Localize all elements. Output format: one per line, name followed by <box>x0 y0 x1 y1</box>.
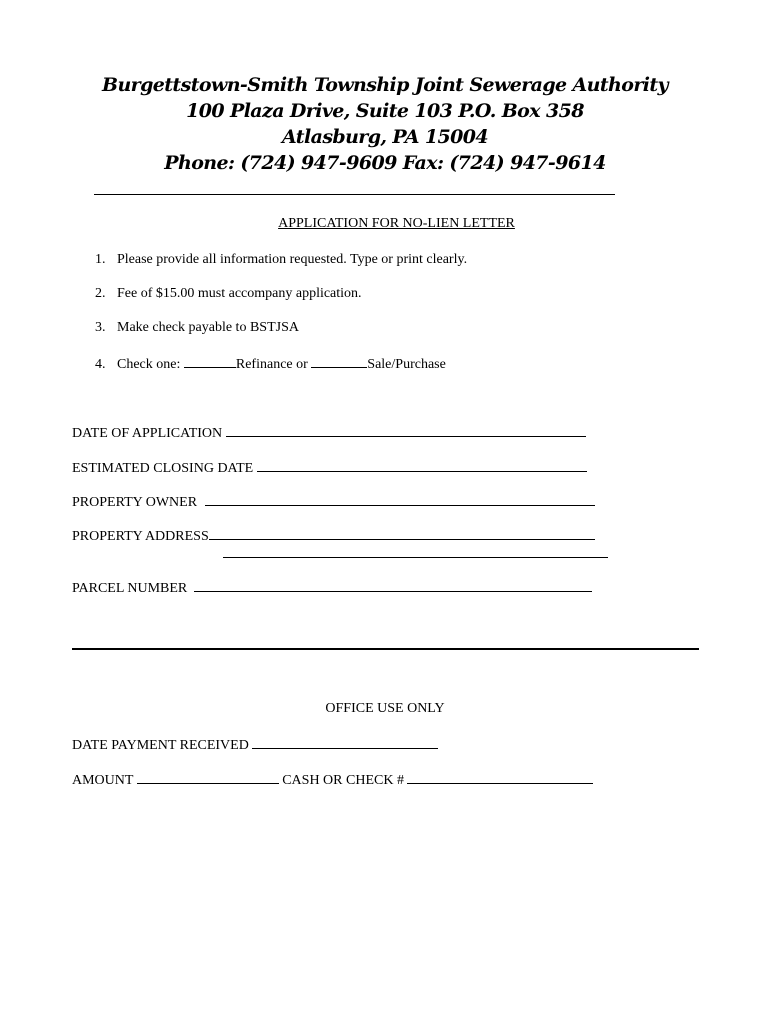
authority-street: 100 Plaza Drive, Suite 103 P.O. Box 358 <box>186 100 584 122</box>
property-owner-input[interactable] <box>205 493 595 506</box>
header-divider <box>94 194 615 195</box>
cash-or-check-label: CASH OR CHECK # <box>282 773 404 788</box>
date-payment-received-field <box>72 736 438 754</box>
estimated-closing-date-field <box>72 459 587 477</box>
date-of-application-input[interactable] <box>226 424 586 437</box>
cash-or-check-input[interactable] <box>407 771 593 784</box>
date-of-application-field <box>72 424 586 442</box>
parcel-number-input[interactable] <box>194 579 592 592</box>
instruction-number: 2. <box>95 286 106 301</box>
amount-field <box>72 771 593 789</box>
refinance-label: Refinance or <box>235 357 312 372</box>
estimated-closing-date-input[interactable] <box>257 459 587 472</box>
page-title: APPLICATION FOR NO-LIEN LETTER <box>278 216 515 231</box>
property-address-input-line-2[interactable] <box>223 557 608 558</box>
sale-purchase-checkbox-line[interactable] <box>311 355 367 368</box>
section-divider <box>72 648 699 650</box>
date-payment-received-input[interactable] <box>252 736 438 749</box>
sale-purchase-label: Sale/Purchase <box>367 357 446 372</box>
authority-city: Atlasburg, PA 15004 <box>282 126 488 148</box>
instruction-2 <box>95 286 362 302</box>
letterhead <box>0 72 770 176</box>
instruction-number: 4. <box>95 357 106 372</box>
instruction-3 <box>95 320 299 336</box>
instruction-4 <box>95 355 446 373</box>
date-payment-received-label: DATE PAYMENT RECEIVED <box>72 738 249 753</box>
property-address-field <box>72 527 595 545</box>
parcel-number-label: PARCEL NUMBER <box>72 581 188 596</box>
property-address-input[interactable] <box>209 527 595 540</box>
check-one-label: Check one: <box>117 357 184 372</box>
instruction-text: Please provide all information requested. Type or print clearly. <box>117 252 468 267</box>
property-address-label: PROPERTY ADDRESS <box>72 529 209 544</box>
amount-label: AMOUNT <box>72 773 134 788</box>
instruction-1 <box>95 252 467 268</box>
office-use-heading: OFFICE USE ONLY <box>325 701 445 716</box>
parcel-number-field <box>72 579 592 597</box>
amount-input[interactable] <box>137 771 279 784</box>
instruction-number: 1. <box>95 252 106 267</box>
refinance-checkbox-line[interactable] <box>184 355 236 368</box>
property-owner-label: PROPERTY OWNER <box>72 495 198 510</box>
property-owner-field <box>72 493 595 511</box>
date-of-application-label: DATE OF APPLICATION <box>72 426 223 441</box>
authority-name: Burgettstown-Smith Township Joint Sewerage Authority <box>101 74 668 96</box>
instruction-text: Make check payable to BSTJSA <box>117 320 299 335</box>
instruction-text: Fee of $15.00 must accompany application. <box>117 286 362 301</box>
authority-phone-fax: Phone: (724) 947-9609 Fax: (724) 947-9614 <box>164 152 606 174</box>
estimated-closing-date-label: ESTIMATED CLOSING DATE <box>72 461 254 476</box>
instruction-number: 3. <box>95 320 106 335</box>
